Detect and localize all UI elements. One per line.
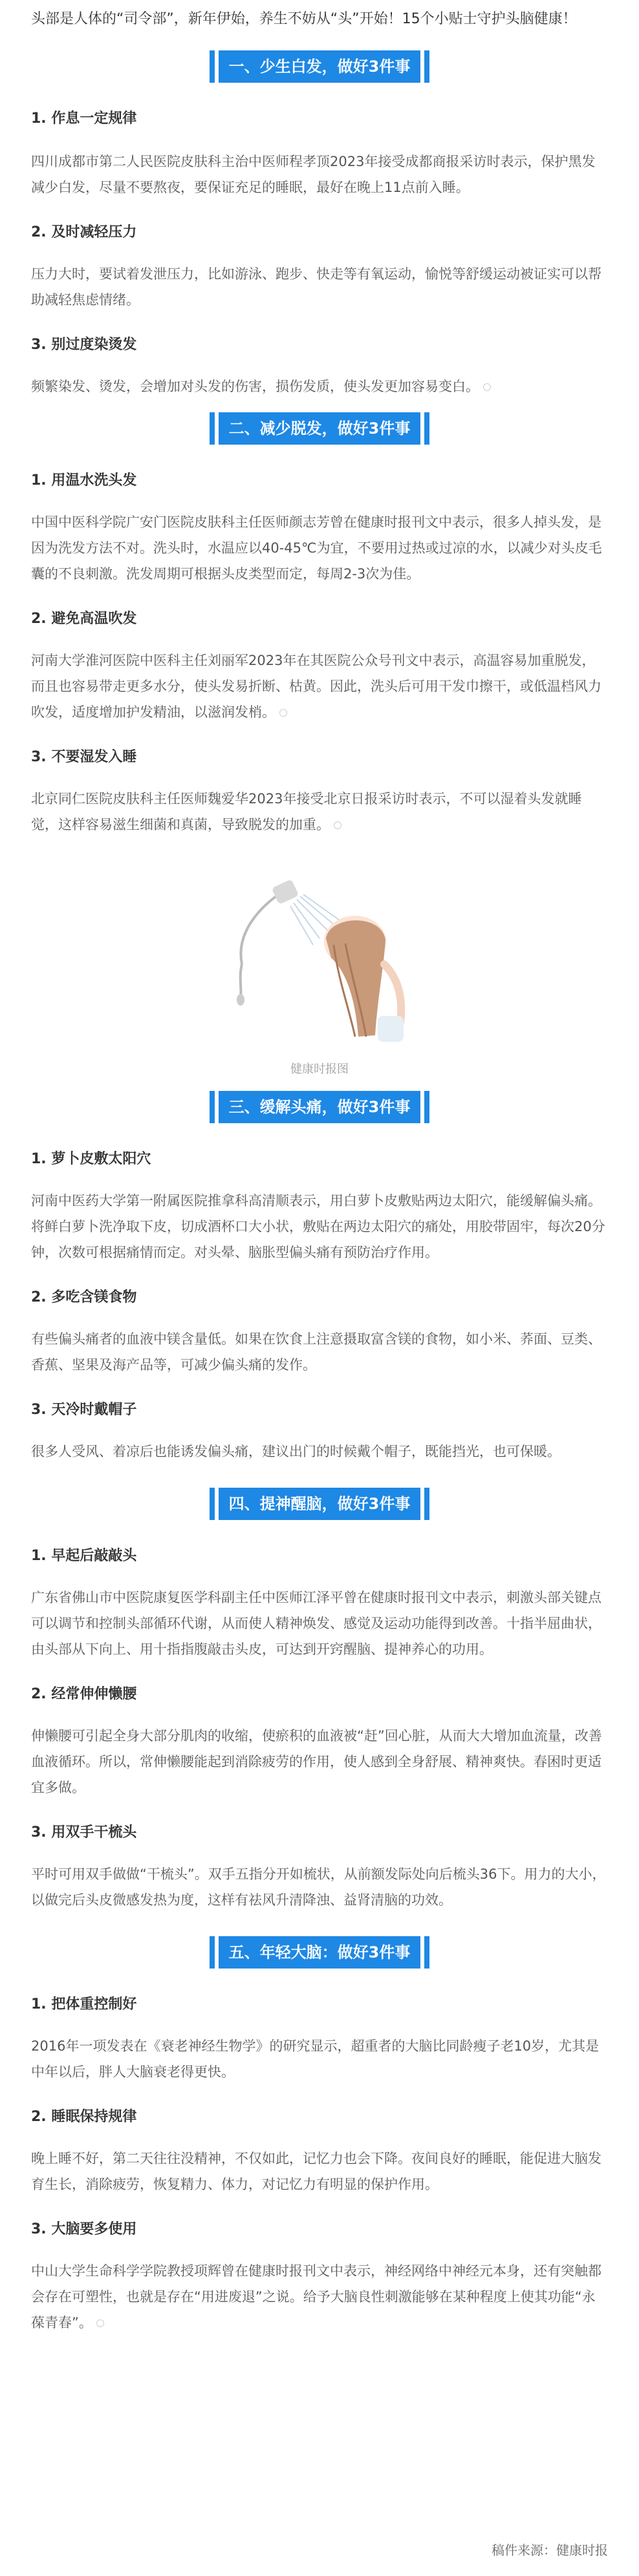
tip-text: 频繁染发、烫发，会增加对头发的伤害，损伤发质，使头发更加容易变白。 bbox=[31, 374, 608, 399]
paragraph-end-icon bbox=[96, 2319, 104, 2327]
tip-heading: 3. 用双手干梳头 bbox=[31, 1824, 137, 1841]
tip-heading: 2. 及时减轻压力 bbox=[31, 224, 137, 240]
illustration-caption: 健康时报图 bbox=[290, 1062, 349, 1076]
tip-heading: 2. 多吃含镁食物 bbox=[31, 1289, 137, 1305]
hair-washing-illustration bbox=[31, 867, 608, 1077]
tip-text: 四川成都市第二人民医院皮肤科主治中医师程孝顶2023年接受成都商报采访时表示，保护黑发减少白发，尽量不要熬夜，要保证充足的睡眠，最好在晚上11点前入睡。 bbox=[31, 154, 596, 195]
tip-text: 压力大时，要试着发泄压力，比如游泳、跑步、快走等有氧运动，愉悦等舒缓运动被证实可以帮助减轻焦虑情绪。 bbox=[31, 266, 601, 308]
article-source: 稿件来源：健康时报 bbox=[492, 2542, 608, 2558]
tip-heading: 1. 作息一定规律 bbox=[31, 111, 137, 127]
tip-heading: 1. 把体重控制好 bbox=[31, 1996, 137, 2012]
tip-text: 河南大学淮河医院中医科主任刘丽军2023年在其医院公众号刊文中表示，高温容易加重脱发，而且也容易带走更多水分，使头发易折断、枯黄。因此，洗头后可用干发巾擦干，或低温档风力吹发，适度增加护发精油，以滋润发梢。 bbox=[31, 653, 601, 720]
paragraph-end-icon bbox=[334, 821, 341, 829]
tip-heading: 1. 早起后敲敲头 bbox=[31, 1548, 137, 1564]
shower-hair-icon bbox=[222, 867, 417, 1055]
article bbox=[0, 6, 639, 2576]
tip-heading: 2. 经常伸伸懒腰 bbox=[31, 1686, 137, 1702]
tip-text: 广东省佛山市中医院康复医学科副主任中医师江泽平曾在健康时报刊文中表示，刺激头部关键点可以调节和控制头部循环代谢，从而使人精神焕发、感觉及运动功能得到改善。十指半屈曲状，由头部从下向上、用十指指腹敲击头皮，可达到开窍醒脑、提神养心的功用。 bbox=[31, 1590, 601, 1657]
section-header-5 bbox=[31, 1936, 608, 1969]
paragraph-end-icon bbox=[279, 709, 287, 717]
tip-heading: 3. 天冷时戴帽子 bbox=[31, 1402, 137, 1418]
tip-text: 有些偏头痛者的血液中镁含量低。如果在饮食上注意摄取富含镁的食物，如小米、荞面、豆类、香蕉、坚果及海产品等，可减少偏头痛的发作。 bbox=[31, 1331, 601, 1373]
tip-heading: 2. 避免高温吹发 bbox=[31, 611, 137, 627]
tip-heading: 3. 不要湿发入睡 bbox=[31, 749, 137, 765]
intro-paragraph: 头部是人体的“司令部”，新年伊始，养生不妨从“头”开始！15个小贴士守护头脑健康！ bbox=[31, 11, 577, 27]
tip-text: 2016年一项发表在《衰老神经生物学》的研究显示，超重者的大脑比同龄瘦子老10岁，尤其是中年以后，胖人大脑衰老得更快。 bbox=[31, 2038, 600, 2080]
tip-text: 平时可用双手做做“干梳头”。双手五指分开如梳状，从前额发际处向后梳头36下。用力的大小，以做完后头皮微感发热为度，这样有祛风升清降浊、益肾清脑的功效。 bbox=[31, 1866, 606, 1908]
paragraph-end-icon bbox=[483, 383, 491, 391]
section-header-4 bbox=[31, 1488, 608, 1520]
section-header-2 bbox=[31, 412, 608, 445]
section-title: 三、缓解头痛，做好3件事 bbox=[210, 1091, 430, 1123]
tip-text: 中山大学生命科学学院教授项辉曾在健康时报刊文中表示，神经网络中神经元本身，还有突触都会存在可塑性，也就是存在“用进废退”之说。给予大脑良性刺激能够在某种程度上使其功能“永葆青春”。 bbox=[31, 2263, 601, 2330]
tip-text: 北京同仁医院皮肤科主任医师魏爱华2023年接受北京日报采访时表示，不可以湿着头发就睡觉，这样容易滋生细菌和真菌，导致脱发的加重。 bbox=[31, 791, 582, 832]
tip-text: 伸懒腰可引起全身大部分肌肉的收缩，使瘀积的血液被“赶”回心脏，从而大大增加血流量，改善血液循环。所以，常伸懒腰能起到消除疲劳的作用，使人感到全身舒展、精神爽快。春困时更适宜多做。 bbox=[31, 1728, 602, 1795]
tip-text: 河南中医药大学第一附属医院推拿科高清顺表示，用白萝卜皮敷贴两边太阳穴，能缓解偏头痛。将鲜白萝卜洗净取下皮，切成酒杯口大小状，敷贴在两边太阳穴的痛处，用胶带固牢，每次20分钟，次数可根据痛情而定。对头晕、脑胀型偏头痛有预防治疗作用。 bbox=[31, 1193, 605, 1260]
tip-heading: 2. 睡眠保持规律 bbox=[31, 2109, 137, 2125]
tip-text: 中国中医科学院广安门医院皮肤科主任医师颜志芳曾在健康时报刊文中表示，很多人掉头发，是因为洗发方法不对。洗头时，水温应以40-45℃为宜，不要用过热或过凉的水，以减少对头皮毛囊的不良刺激。洗发周期可根据头皮类型而定，每周2-3次为佳。 bbox=[31, 514, 602, 582]
tip-heading: 3. 大脑要多使用 bbox=[31, 2221, 137, 2237]
section-title: 一、少生白发，做好3件事 bbox=[210, 50, 430, 83]
tip-text: 很多人受风、着凉后也能诱发偏头痛，建议出门的时候戴个帽子，既能挡光，也可保暖。 bbox=[31, 1444, 561, 1459]
tip-heading: 1. 萝卜皮敷太阳穴 bbox=[31, 1151, 151, 1167]
section-header-3 bbox=[31, 1091, 608, 1123]
section-title: 二、减少脱发，做好3件事 bbox=[210, 412, 430, 445]
section-title: 五、年轻大脑：做好3件事 bbox=[210, 1936, 430, 1969]
tip-heading: 1. 用温水洗头发 bbox=[31, 472, 137, 489]
section-title: 四、提神醒脑，做好3件事 bbox=[210, 1488, 430, 1520]
section-header-1 bbox=[31, 50, 608, 83]
tip-heading: 3. 别过度染烫发 bbox=[31, 337, 137, 353]
tip-text: 晚上睡不好，第二天往往没精神，不仅如此，记忆力也会下降。夜间良好的睡眠，能促进大脑发育生长，消除疲劳，恢复精力、体力，对记忆力有明显的保护作用。 bbox=[31, 2151, 601, 2192]
